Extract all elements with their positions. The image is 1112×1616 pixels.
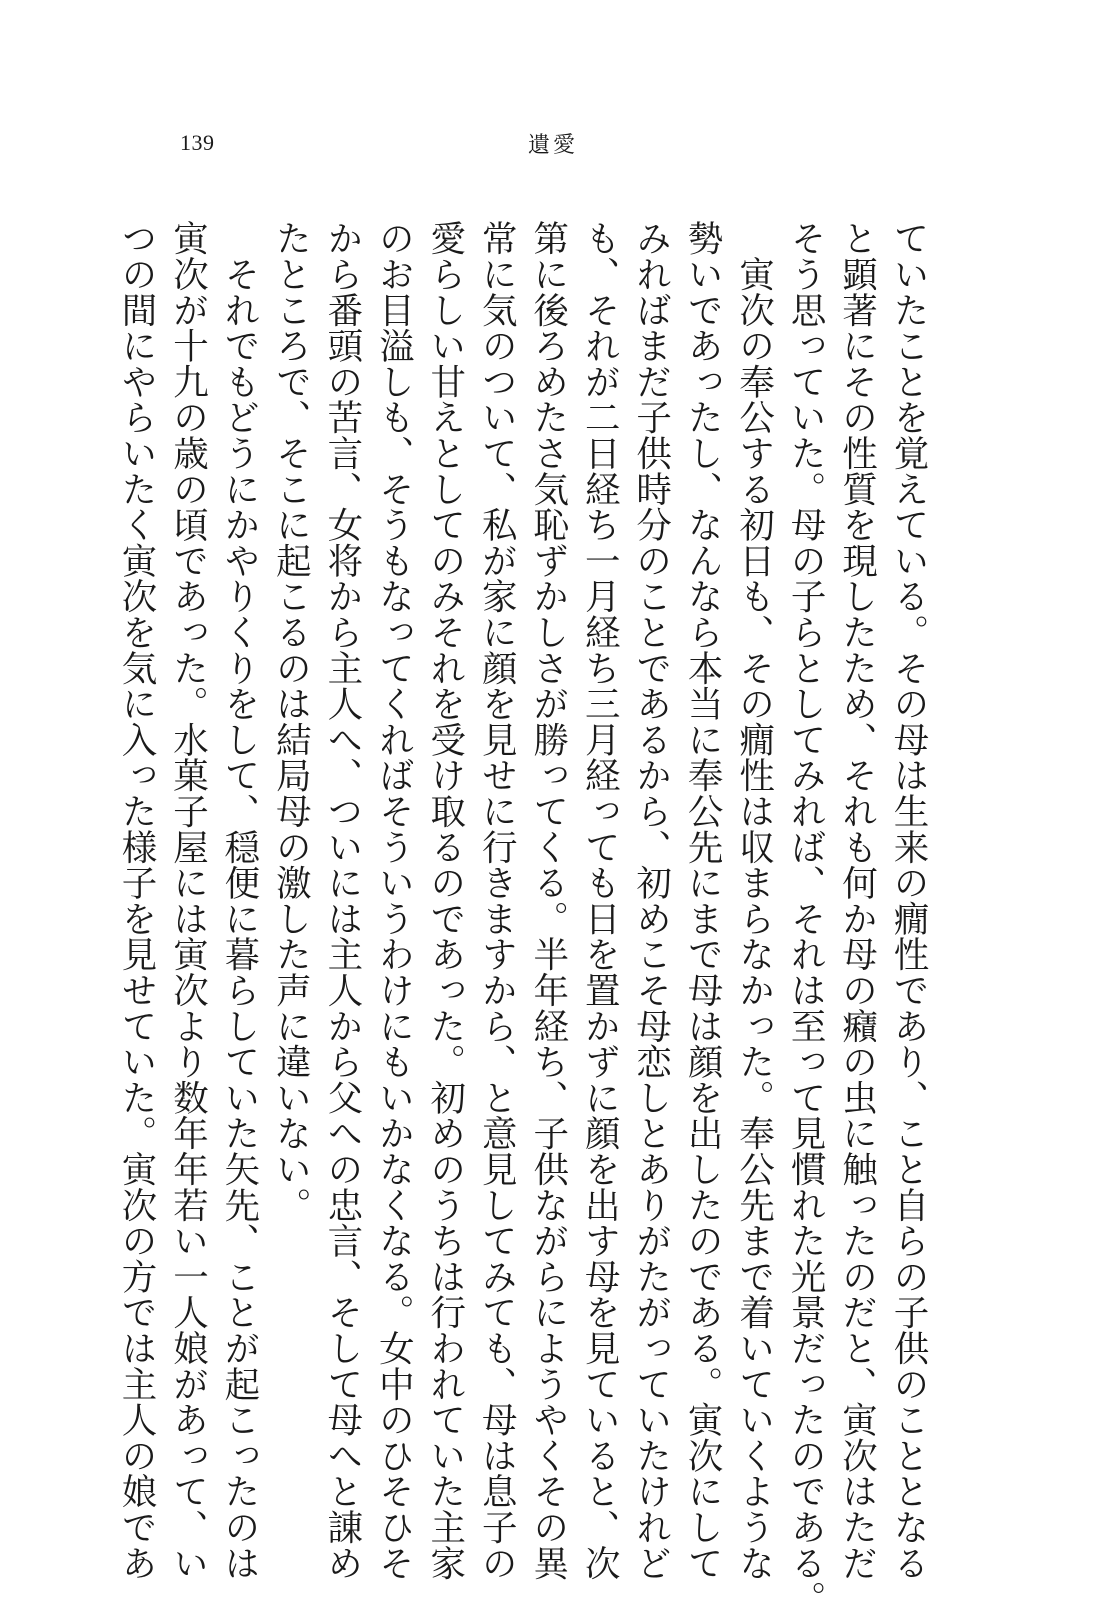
page-number: 139 xyxy=(180,130,215,155)
text-line: そう思っていた。母の子らとしてみれば、それは至って見慣れた光景だったのである。 xyxy=(785,220,827,1616)
text-line: も、それが二日経ち一月経ち三月経っても日を置かずに顔を出す母を見ていると、次 xyxy=(579,220,621,1581)
text-line: 寅次の奉公する初日も、その癇性は収まらなかった。奉公先まで着いていくような xyxy=(733,220,775,1581)
running-title: 遺愛 xyxy=(528,133,579,158)
text-line: 第に後ろめたさ気恥ずかしさが勝ってくる。半年経ち、子供ながらにようやくその異 xyxy=(527,220,569,1581)
text-line: たところで、そこに起こるのは結局母の激した声に違いない。 xyxy=(270,220,312,1223)
text-line: から番頭の苦言、女将から主人へ、ついには主人から父への忠言、そして母へと諌め xyxy=(321,220,363,1581)
text-line: と顕著にその性質を現したため、それも何か母の癪の虫に触ったのだと、寅次はただ xyxy=(836,220,878,1581)
body-text xyxy=(115,220,934,1616)
text-line: つの間にやらいたく寅次を気に入った様子を見せていた。寅次の方では主人の娘であ xyxy=(115,220,157,1581)
text-line: 寅次が十九の歳の頃であった。水菓子屋には寅次より数年年若い一人娘があって、い xyxy=(167,220,209,1581)
text-line: ていたことを覚えている。その母は生来の癇性であり、こと自らの子供のこととなる xyxy=(888,220,929,1581)
text-line: それでもどうにかやりくりをして、穏便に暮らしていた矢先、ことが起こったのは xyxy=(218,220,260,1581)
text-line: 常に気のついて、私が家に顔を見せに行きますから、と意見してみても、母は息子の xyxy=(476,220,518,1581)
text-line: 愛らしい甘えとしてのみそれを受け取るのであった。初めのうちは行われていた主家 xyxy=(424,220,466,1581)
text-line: 勢いであったし、なんなら本当に奉公先にまで母は顔を出したのである。寅次にして xyxy=(682,220,724,1581)
text-line: みればまだ子供時分のことであるから、初めこそ母恋しとありがたがっていたけれど xyxy=(630,220,672,1581)
text-line: のお目溢しも、そうもなってくればそういうわけにもいかなくなる。女中のひそひそ xyxy=(373,220,415,1581)
